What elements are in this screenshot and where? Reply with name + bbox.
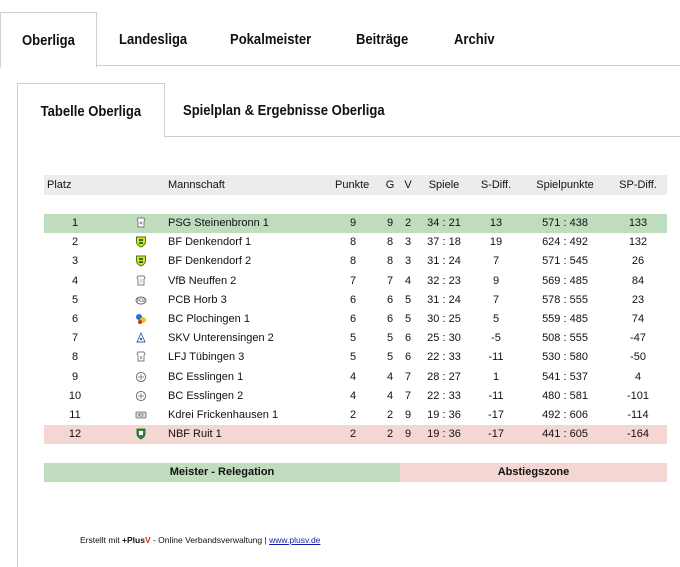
cell-team: BC Plochingen 1 [168, 313, 250, 325]
cell-v: 9 [404, 428, 412, 441]
cell-spdiff: 4 [634, 370, 642, 383]
team-logo-icon [131, 252, 151, 271]
cell-spielpunkte: 578 : 555 [542, 293, 588, 306]
cell-punkte: 8 [349, 236, 357, 249]
cell-punkte: 6 [349, 313, 357, 325]
cell-g: 7 [386, 274, 394, 287]
table-row [44, 329, 667, 348]
header-platz: Platz [47, 179, 72, 191]
cell-v: 7 [404, 389, 412, 402]
cell-sdiff: -11 [488, 389, 504, 402]
cell-spdiff: 23 [631, 293, 645, 306]
tab-label: Spielplan & Ergebnisse Oberliga [183, 103, 385, 119]
footer [80, 535, 320, 545]
cell-spdiff: 74 [631, 313, 645, 325]
table-row [44, 310, 667, 329]
team-logo-icon [131, 272, 151, 291]
cell-g: 8 [386, 236, 394, 249]
cell-spiele: 19 : 36 [427, 428, 461, 441]
cell-punkte: 6 [349, 293, 357, 306]
cell-spielpunkte: 569 : 485 [542, 274, 588, 287]
footer-prefix: Erstellt mit [80, 535, 123, 545]
cell-spiele: 30 : 25 [427, 313, 461, 325]
cell-punkte: 9 [349, 217, 357, 229]
cell-platz: 5 [71, 293, 79, 306]
cell-sdiff: 1 [492, 370, 500, 383]
cell-spdiff: 133 [628, 217, 648, 229]
cell-v: 3 [404, 255, 412, 268]
table-row [44, 214, 667, 233]
team-logo-icon [131, 310, 151, 329]
cell-sdiff: -17 [488, 409, 504, 421]
cell-spielpunkte: 441 : 605 [542, 428, 588, 441]
cell-g: 4 [386, 389, 394, 402]
cell-punkte: 2 [349, 409, 357, 421]
footer-link[interactable]: www.plusv.de [269, 535, 321, 545]
table-row [44, 387, 667, 406]
cell-g: 5 [386, 351, 394, 364]
footer-brand [122, 535, 151, 545]
cell-team: LFJ Tübingen 3 [168, 351, 245, 364]
brand-plus: +Plus [122, 535, 145, 545]
table-row [44, 406, 667, 425]
cell-g: 6 [386, 313, 394, 325]
cell-v: 5 [404, 293, 412, 306]
cell-punkte: 5 [349, 332, 357, 345]
cell-g: 6 [386, 293, 394, 306]
cell-team: PSG Steinenbronn 1 [168, 217, 269, 229]
cell-punkte: 5 [349, 351, 357, 364]
team-logo-icon [131, 425, 151, 444]
cell-v: 3 [404, 236, 412, 249]
cell-v: 9 [404, 409, 412, 421]
cell-v: 7 [404, 370, 412, 383]
cell-punkte: 4 [349, 389, 357, 402]
cell-team: BF Denkendorf 1 [168, 236, 252, 249]
tab-archiv[interactable]: Archiv [454, 32, 495, 48]
cell-punkte: 2 [349, 428, 357, 441]
cell-team: BF Denkendorf 2 [168, 255, 252, 268]
cell-spielpunkte: 530 : 580 [542, 351, 588, 364]
cell-sdiff: -5 [491, 332, 501, 345]
tab-tabelle-oberliga[interactable] [17, 83, 165, 138]
cell-team: NBF Ruit 1 [168, 428, 222, 441]
cell-spiele: 31 : 24 [427, 255, 461, 268]
cell-team: BC Esslingen 1 [168, 370, 244, 383]
cell-v: 6 [404, 351, 412, 364]
cell-sdiff: -17 [488, 428, 504, 441]
table-row [44, 252, 667, 271]
cell-team: PCB Horb 3 [168, 293, 227, 306]
cell-spdiff: -101 [626, 389, 650, 402]
cell-spiele: 32 : 23 [427, 274, 461, 287]
cell-spdiff: 132 [628, 236, 648, 249]
svg-text:PCB: PCB [137, 297, 145, 303]
tab-label: Tabelle Oberliga [40, 104, 142, 120]
cell-sdiff: 5 [492, 313, 500, 325]
cell-platz: 8 [71, 351, 79, 364]
tab-landesliga[interactable]: Landesliga [119, 32, 188, 48]
cell-spielpunkte: 492 : 606 [542, 409, 588, 421]
cell-spiele: 37 : 18 [427, 236, 461, 249]
cell-team: BC Esslingen 2 [168, 389, 244, 402]
cell-g: 8 [386, 255, 394, 268]
header-mannschaft: Mannschaft [168, 179, 225, 191]
cell-spiele: 25 : 30 [427, 332, 461, 345]
cell-sdiff: 13 [489, 217, 503, 229]
header-punkte: Punkte [335, 179, 370, 191]
cell-sdiff: 9 [492, 274, 500, 287]
cell-platz: 2 [71, 236, 79, 249]
cell-spielpunkte: 624 : 492 [542, 236, 588, 249]
cell-platz: 9 [71, 370, 79, 383]
table-row [44, 425, 667, 444]
legend-abstieg: Abstiegszone [400, 463, 667, 482]
cell-spiele: 31 : 24 [427, 293, 461, 306]
cell-spdiff: 84 [631, 274, 645, 287]
header-spdiff: SP-Diff. [619, 179, 657, 191]
table-row [44, 272, 667, 291]
cell-spdiff: -164 [626, 428, 650, 441]
team-logo-icon [131, 348, 151, 367]
header-v: V [404, 179, 412, 191]
cell-spielpunkte: 508 : 555 [542, 332, 588, 345]
cell-team: SKV Unterensingen 2 [168, 332, 274, 345]
cell-spielpunkte: 559 : 485 [542, 313, 588, 325]
cell-spdiff: -50 [630, 351, 646, 364]
tab-label: Oberliga [22, 33, 75, 49]
cell-g: 9 [386, 217, 394, 229]
team-logo-icon [131, 406, 151, 425]
table-row [44, 368, 667, 387]
cell-spiele: 22 : 33 [427, 389, 461, 402]
inner-tab-bar [0, 83, 680, 137]
legend [44, 463, 667, 482]
tab-beitraege[interactable]: Beiträge [356, 32, 409, 48]
cell-g: 5 [386, 332, 394, 345]
cell-platz: 11 [69, 409, 81, 421]
cell-platz: 12 [68, 428, 82, 441]
cell-spiele: 19 : 36 [427, 409, 461, 421]
top-tab-bar [0, 0, 680, 66]
team-logo-icon [131, 233, 151, 252]
cell-v: 5 [404, 313, 412, 325]
cell-punkte: 4 [349, 370, 357, 383]
header-spiele: Spiele [428, 179, 460, 191]
table-row [44, 348, 667, 367]
header-spielpunkte: Spielpunkte [536, 179, 594, 191]
tab-pokalmeister[interactable]: Pokalmeister [230, 32, 312, 48]
cell-spdiff: -114 [627, 409, 649, 421]
cell-platz: 7 [71, 332, 79, 345]
table-row [44, 233, 667, 252]
cell-sdiff: -11 [488, 351, 504, 364]
cell-sdiff: 19 [489, 236, 503, 249]
cell-spiele: 28 : 27 [427, 370, 461, 383]
cell-platz: 6 [71, 313, 79, 325]
table-row [44, 291, 667, 310]
cell-g: 2 [386, 409, 394, 421]
cell-spielpunkte: 541 : 537 [542, 370, 588, 383]
cell-punkte: 8 [349, 255, 357, 268]
cell-platz: 1 [71, 217, 79, 229]
cell-v: 2 [404, 217, 412, 229]
footer-suffix: - Online Verbandsverwaltung | [150, 535, 270, 545]
cell-spiele: 22 : 33 [427, 351, 461, 364]
cell-spdiff: -47 [630, 332, 646, 345]
header-g: G [385, 179, 395, 191]
cell-spdiff: 26 [631, 255, 645, 268]
table-header [44, 175, 667, 195]
header-sdiff: S-Diff. [480, 179, 512, 191]
tab-spielplan-ergebnisse[interactable] [183, 83, 407, 136]
team-logo-icon [131, 214, 151, 233]
brand-v: V [144, 535, 151, 545]
cell-team: Kdrei Frickenhausen 1 [168, 409, 279, 421]
legend-meister: Meister - Relegation [44, 463, 400, 482]
cell-v: 6 [404, 332, 412, 345]
cell-team: VfB Neuffen 2 [168, 274, 237, 287]
cell-sdiff: 7 [492, 255, 500, 268]
cell-sdiff: 7 [492, 293, 500, 306]
team-logo-icon [131, 368, 151, 387]
cell-platz: 4 [71, 274, 79, 287]
content-border [17, 137, 18, 567]
cell-spielpunkte: 571 : 438 [542, 217, 588, 229]
cell-punkte: 7 [349, 274, 357, 287]
cell-spielpunkte: 480 : 581 [542, 389, 588, 402]
team-logo-icon [131, 387, 151, 406]
team-logo-icon [131, 329, 151, 348]
cell-platz: 10 [68, 389, 82, 402]
team-logo-icon [131, 291, 151, 310]
cell-g: 4 [386, 370, 394, 383]
svg-text:K3: K3 [138, 412, 144, 418]
cell-v: 4 [404, 274, 412, 287]
cell-g: 2 [386, 428, 394, 441]
tab-oberliga[interactable] [0, 12, 97, 68]
cell-spielpunkte: 571 : 545 [542, 255, 588, 268]
cell-platz: 3 [71, 255, 79, 268]
cell-spiele: 34 : 21 [427, 217, 461, 229]
